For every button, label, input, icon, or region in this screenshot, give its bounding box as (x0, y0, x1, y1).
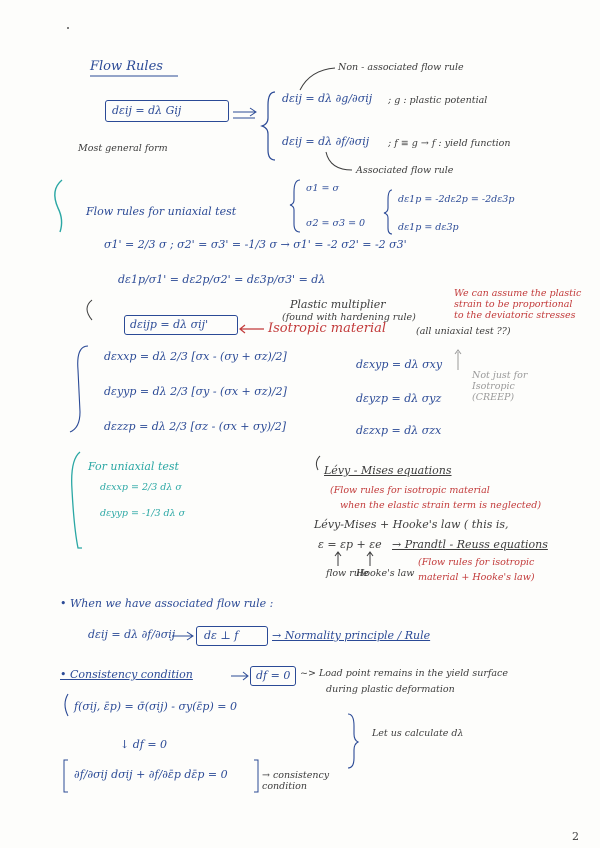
normality-equation: dεij = dλ ∂f/∂σij (88, 628, 176, 641)
levy-mises-heading: Lévy - Mises equations (324, 464, 452, 477)
uniaxial-heading: Flow rules for uniaxial test (86, 205, 237, 218)
uniaxial-condition-2: σ2 = σ3 = 0 (306, 218, 366, 229)
normality-box-text: dε ⊥ f (204, 629, 239, 642)
uniaxial-box-equation-1: dεxxp = 2/3 dλ σ (100, 482, 182, 493)
plastic-potential-text: ; g : plastic potential (388, 95, 488, 106)
general-form-caption: Most general form (78, 143, 168, 154)
non-associated-label: Non - associated flow rule (338, 62, 464, 73)
creep-note: Not just for Isotropic (CREEP) (472, 370, 528, 403)
page-number: 2 (572, 830, 579, 843)
normality-principle-label: → Normality principle / Rule (272, 629, 431, 642)
consistency-equation: ∂f/∂σij dσij + ∂f/∂ε̄p dε̄p = 0 (74, 768, 228, 781)
associated-label: Associated flow rule (356, 165, 454, 176)
consistency-heading: • Consistency condition (60, 668, 193, 681)
assumption-note: We can assume the plastic strain to be proportional to the deviatoric stresses (454, 288, 582, 321)
prandtl-note-1: (Flow rules for isotropic (418, 557, 535, 568)
prandtl-note-2: material + Hooke's law) (418, 572, 535, 583)
page-title: Flow Rules (90, 59, 163, 74)
general-form-equation: dεij = dλ Gij (112, 104, 182, 117)
uniaxial-box-equation-2: dεyyp = -1/3 dλ σ (100, 508, 186, 519)
equation-yy: dεyyp = dλ 2/3 [σy - (σx + σz)/2] (104, 385, 287, 398)
uniaxial-box-title: For uniaxial test (88, 460, 179, 473)
equation-zz: dεzzp = dλ 2/3 [σz - (σx + σy)/2] (104, 420, 287, 433)
prandtl-form-equation: dεijp = dλ σij' (130, 318, 209, 331)
strain-ratio-line: dε1p/σ1' = dε2p/σ2' = dε3p/σ3' = dλ (118, 273, 326, 286)
associated-intro: • When we have associated flow rule : (60, 597, 274, 610)
consistency-box-text: df = 0 (256, 669, 291, 682)
strain-relation-2: dε1p = dε3p (398, 222, 459, 233)
equation-yz: dεyzp = dλ σyz (356, 392, 442, 405)
uniaxial-question: (all uniaxial test ??) (416, 326, 511, 337)
consistency-equation-tag: → consistency condition (262, 770, 330, 792)
levy-hooke-line: Lévy-Mises + Hooke's law ( this is, (314, 518, 509, 531)
hookes-law-small: Hooke's law (356, 568, 415, 579)
yield-condition-equation: f(σij, ε̄p) = σ̄(σij) - σy(ε̄p) = 0 (74, 700, 237, 713)
non-associated-equation: dεij = dλ ∂g/∂σij (282, 92, 373, 105)
yield-function-text: ; f ≡ g → f : yield function (388, 138, 511, 149)
plastic-multiplier-label: Plastic multiplier (290, 298, 386, 311)
calculate-note: Let us calculate dλ (372, 728, 464, 739)
prandtl-reuss-label: → Prandtl - Reuss equations (392, 538, 548, 551)
strain-split: ε = εp + εe (318, 538, 382, 551)
deviatoric-stress-line: σ1' = 2/3 σ ; σ2' = σ3' = -1/3 σ → σ1' = -2 σ2' = -2 σ3' (104, 238, 407, 251)
uniaxial-condition-1: σ1 = σ (306, 183, 340, 194)
equation-xx: dεxxp = dλ 2/3 [σx - (σy + σz)/2] (104, 350, 287, 363)
levy-note-1: (Flow rules for isotropic material (330, 485, 490, 496)
equation-xy: dεxyp = dλ σxy (356, 358, 443, 371)
flow-rule-small: flow rule (326, 568, 369, 579)
associated-equation: dεij = dλ ∂f/∂σij (282, 135, 370, 148)
load-point-line-1: ~> Load point remains in the yield surface (300, 668, 508, 679)
equation-zx: dεzxp = dλ σzx (356, 424, 442, 437)
load-point-line-2: during plastic deformation (326, 684, 455, 695)
levy-note-2: when the elastic strain term is neglected) (340, 500, 542, 511)
df-zero-arrow: ↓ df = 0 (120, 738, 168, 751)
isotropic-material-label: Isotropic material (268, 321, 387, 336)
plastic-multiplier-note: (found with hardening rule) (282, 312, 416, 323)
strain-relation-1: dε1p = -2dε2p = -2dε3p (398, 194, 515, 205)
